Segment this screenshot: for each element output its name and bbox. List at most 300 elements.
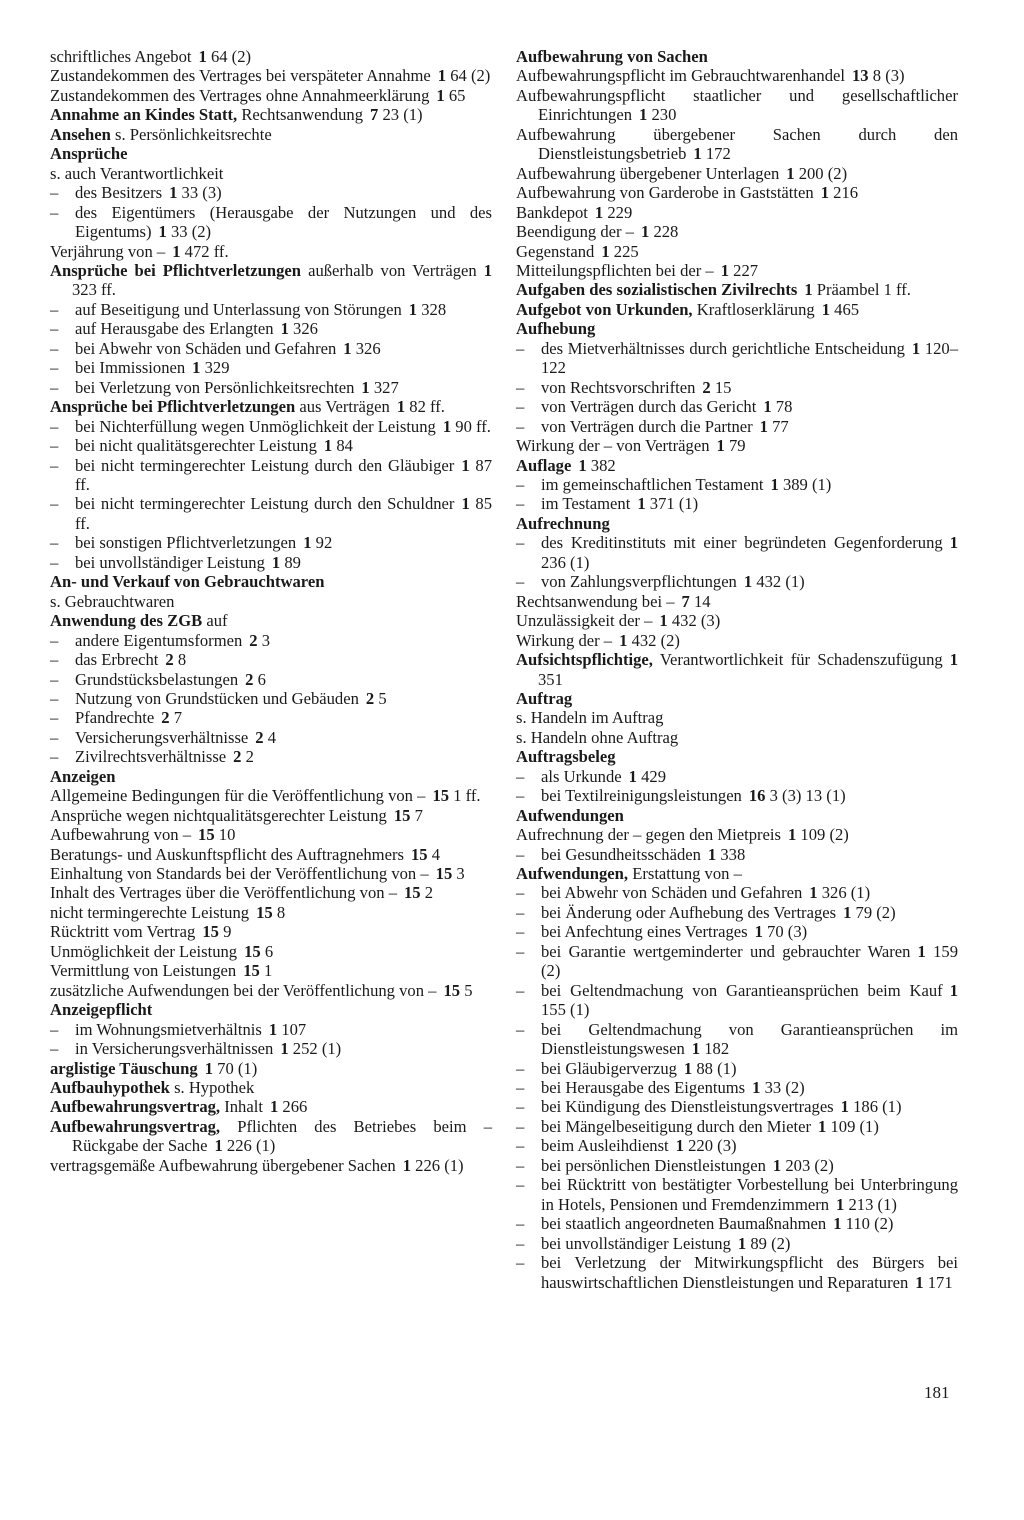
index-term: schriftliches Angebot bbox=[50, 47, 192, 66]
section-reference: 465 bbox=[834, 299, 860, 319]
index-term: bei Geltendmachung von Garantieansprüchen beim Kauf bbox=[541, 980, 943, 1000]
section-reference: 109 (1) bbox=[830, 1116, 879, 1136]
section-reference: 203 (2) bbox=[785, 1155, 834, 1175]
index-subentry bbox=[50, 650, 492, 669]
index-term: bei Gläubigerverzug bbox=[541, 1058, 677, 1078]
index-term: Wirkung der – von Verträgen bbox=[516, 436, 710, 456]
index-term: bei Gesundheitsschäden bbox=[541, 844, 701, 864]
law-reference: 15 bbox=[202, 922, 219, 942]
law-reference: 1 bbox=[640, 222, 650, 242]
law-reference: 1 bbox=[707, 844, 717, 864]
index-term: Einhaltung von Standards bei der Veröffentlichung von – bbox=[50, 864, 429, 884]
section-reference: 109 (2) bbox=[800, 825, 849, 845]
index-keyword: Aufsichtspflichtige, bbox=[516, 650, 653, 670]
index-heading-entry bbox=[516, 319, 958, 338]
index-column-right bbox=[516, 47, 958, 1292]
law-reference: 1 bbox=[436, 85, 445, 105]
index-subentry bbox=[50, 1039, 492, 1058]
index-heading-entry bbox=[516, 300, 958, 319]
index-term: bei Verletzung von Persönlichkeitsrechten bbox=[75, 377, 355, 397]
law-reference: 15 bbox=[198, 825, 215, 845]
index-term: s. Hypothek bbox=[174, 1078, 255, 1098]
section-reference: 10 bbox=[218, 825, 236, 845]
index-subentry bbox=[50, 183, 492, 202]
index-subentry bbox=[516, 1136, 958, 1155]
index-term: Mitteilungspflichten bei der – bbox=[516, 260, 714, 280]
index-subentry bbox=[516, 1020, 958, 1059]
section-reference: 15 bbox=[714, 377, 732, 397]
section-reference: 64 (2) bbox=[450, 66, 491, 86]
section-reference: 228 bbox=[653, 222, 679, 242]
section-reference: 229 bbox=[607, 202, 633, 222]
index-keyword: Aufgaben des sozialistischen Zivilrechts bbox=[516, 280, 798, 300]
index-term: bei staatlich angeordneten Baumaßnahmen bbox=[541, 1214, 827, 1234]
law-reference: 1 bbox=[323, 436, 333, 456]
index-term: Nutzung von Grundstücken und Gebäuden bbox=[75, 688, 359, 708]
index-keyword: Aufrechnung bbox=[516, 513, 610, 533]
index-subentry bbox=[516, 1214, 958, 1233]
index-subentry bbox=[50, 319, 492, 338]
index-term: Aufbewahrung von – bbox=[50, 825, 192, 845]
law-reference: 1 bbox=[836, 1194, 845, 1214]
section-reference: 266 bbox=[282, 1097, 308, 1117]
section-reference: 89 bbox=[284, 552, 301, 572]
index-term: im Wohnungsmietverhältnis bbox=[75, 1019, 262, 1039]
index-entry bbox=[516, 436, 958, 455]
section-reference: 79 (2) bbox=[855, 902, 896, 922]
index-subentry bbox=[516, 1175, 958, 1214]
section-reference: 230 bbox=[651, 105, 677, 125]
index-term: bei nicht termingerechter Leistung durch den Schuldner bbox=[75, 494, 455, 514]
index-entry bbox=[50, 961, 492, 980]
section-reference: 326 bbox=[355, 338, 381, 358]
law-reference: 15 bbox=[393, 805, 411, 825]
section-reference: 172 bbox=[705, 144, 731, 164]
section-reference: 429 bbox=[641, 766, 666, 786]
index-term: auf Herausgabe des Erlangten bbox=[75, 319, 274, 339]
index-subentry bbox=[516, 767, 958, 786]
index-term: Verantwortlichkeit für Schadenszufügung bbox=[659, 650, 943, 670]
index-heading-entry bbox=[50, 397, 492, 416]
index-subentry bbox=[50, 378, 492, 397]
index-entry bbox=[50, 825, 492, 844]
index-subentry bbox=[50, 747, 492, 766]
index-term: als Urkunde bbox=[541, 766, 622, 786]
index-heading-entry bbox=[516, 47, 958, 66]
section-reference: 226 (1) bbox=[226, 1136, 276, 1156]
index-term: im gemeinschaftlichen Testament bbox=[541, 474, 764, 494]
index-entry bbox=[50, 242, 492, 261]
index-term: bei Änderung oder Aufhebung des Vertrages bbox=[541, 902, 837, 922]
index-term: s. auch Verantwortlichkeit bbox=[50, 163, 224, 183]
index-term: beim Ausleihdienst bbox=[541, 1136, 669, 1156]
law-reference: 1 bbox=[737, 1233, 747, 1253]
section-reference: 226 (1) bbox=[415, 1155, 464, 1175]
index-entry bbox=[516, 631, 958, 650]
index-term: Zustandekommen des Vertrages ohne Annahmeerklärung bbox=[50, 85, 430, 105]
section-reference: 338 bbox=[720, 844, 746, 864]
law-reference: 1 bbox=[578, 455, 587, 475]
law-reference: 1 bbox=[158, 222, 167, 242]
law-reference: 1 bbox=[408, 299, 418, 319]
index-term: Vermittlung von Leistungen bbox=[50, 961, 237, 981]
index-entry bbox=[50, 86, 492, 105]
index-subentry bbox=[516, 397, 958, 416]
section-reference: 84 bbox=[336, 436, 353, 456]
section-reference: 6 bbox=[264, 941, 274, 961]
section-reference: 182 bbox=[704, 1039, 730, 1059]
index-entry bbox=[516, 825, 958, 844]
section-reference: Präambel 1 ff. bbox=[816, 280, 911, 300]
section-reference: 78 bbox=[775, 397, 793, 417]
law-reference: 1 bbox=[639, 105, 648, 125]
law-reference: 1 bbox=[833, 1214, 842, 1234]
law-reference: 1 bbox=[396, 397, 406, 417]
section-reference: 432 (3) bbox=[671, 611, 721, 631]
law-reference: 1 bbox=[693, 144, 702, 164]
section-reference: 351 bbox=[538, 669, 563, 689]
law-reference: 1 bbox=[402, 1155, 412, 1175]
index-term: bei persönlichen Dienstleistungen bbox=[541, 1155, 766, 1175]
law-reference: 1 bbox=[204, 1058, 213, 1078]
section-reference: 472 ff. bbox=[184, 241, 229, 261]
index-heading-entry bbox=[50, 1117, 492, 1156]
index-keyword: Anzeigepflicht bbox=[50, 1000, 153, 1020]
law-reference: 13 bbox=[852, 66, 869, 86]
index-column-left bbox=[50, 47, 492, 1175]
index-entry bbox=[50, 786, 492, 805]
index-heading-entry bbox=[516, 747, 958, 766]
section-reference: 328 bbox=[421, 299, 447, 319]
law-reference: 1 bbox=[361, 377, 370, 397]
index-keyword: Aufhebung bbox=[516, 319, 596, 339]
section-reference: 82 ff. bbox=[409, 397, 445, 417]
law-reference: 1 bbox=[759, 416, 768, 436]
index-heading-entry bbox=[50, 1059, 492, 1078]
index-entry bbox=[50, 903, 492, 922]
law-reference: 1 bbox=[818, 1116, 827, 1136]
index-subentry bbox=[50, 456, 492, 495]
index-heading-entry bbox=[516, 456, 958, 475]
section-reference: 14 bbox=[693, 591, 711, 611]
index-keyword: Aufbewahrungsvertrag, bbox=[50, 1116, 221, 1136]
law-reference: 1 bbox=[787, 825, 797, 845]
index-term: des Eigentümers (Herausgabe der Nutzungen und des Eigentums) bbox=[75, 202, 492, 242]
index-term: Unzulässigkeit der – bbox=[516, 611, 653, 631]
law-reference: 2 bbox=[161, 708, 170, 728]
index-term: Zivilrechtsverhältnisse bbox=[75, 747, 227, 767]
law-reference: 1 bbox=[628, 766, 637, 786]
index-entry bbox=[516, 86, 958, 125]
index-term: bei Mängelbeseitigung durch den Mieter bbox=[541, 1116, 812, 1136]
law-reference: 7 bbox=[370, 105, 379, 125]
index-keyword: An- und Verkauf von Gebrauchtwaren bbox=[50, 572, 325, 592]
section-reference: 110 (2) bbox=[845, 1214, 894, 1234]
law-reference: 1 bbox=[269, 1097, 279, 1117]
section-reference: 171 bbox=[927, 1272, 953, 1292]
section-reference: 8 bbox=[177, 650, 187, 670]
index-term: Aufbewahrung übergebener Unterlagen bbox=[516, 163, 780, 183]
index-keyword: Auftragsbeleg bbox=[516, 747, 616, 767]
section-reference: 159 (2) bbox=[541, 941, 958, 981]
law-reference: 1 bbox=[169, 183, 178, 203]
index-term: bei Abwehr von Schäden und Gefahren bbox=[75, 338, 337, 358]
law-reference: 1 bbox=[716, 436, 725, 456]
law-reference: 1 bbox=[949, 650, 958, 670]
index-subentry bbox=[50, 436, 492, 455]
section-reference: 33 (3) bbox=[181, 183, 222, 203]
section-reference: 1 bbox=[263, 961, 273, 981]
law-reference: 1 bbox=[754, 922, 763, 942]
law-reference: 1 bbox=[786, 163, 795, 183]
index-subentry bbox=[50, 689, 492, 708]
index-heading-entry bbox=[516, 514, 958, 533]
section-reference: 85 ff. bbox=[75, 494, 493, 533]
index-subentry bbox=[50, 1020, 492, 1039]
law-reference: 1 bbox=[915, 1272, 924, 1292]
section-reference: 1 ff. bbox=[453, 786, 481, 806]
law-reference: 1 bbox=[637, 494, 646, 514]
index-subentry bbox=[50, 203, 492, 242]
index-subentry bbox=[516, 883, 958, 902]
index-term: bei Garantie wertgeminderter und gebrauchter Waren bbox=[541, 941, 911, 961]
index-term: von Zahlungsverpflichtungen bbox=[541, 572, 737, 592]
index-entry bbox=[50, 1156, 492, 1175]
law-reference: 1 bbox=[343, 338, 352, 358]
index-heading-entry bbox=[516, 864, 958, 883]
index-subentry bbox=[50, 339, 492, 358]
index-entry bbox=[50, 592, 492, 611]
law-reference: 1 bbox=[192, 358, 201, 378]
index-term: andere Eigentumsformen bbox=[75, 630, 243, 650]
law-reference: 1 bbox=[840, 1097, 849, 1117]
index-entry bbox=[50, 922, 492, 941]
index-subentry bbox=[50, 533, 492, 552]
index-heading-entry bbox=[516, 806, 958, 825]
law-reference: 1 bbox=[772, 1155, 782, 1175]
index-term: Aufbewahrung übergebener Sachen durch den Dienstleistungsbetrieb bbox=[516, 124, 958, 164]
index-subentry bbox=[516, 1097, 958, 1116]
law-reference: 1 bbox=[763, 397, 772, 417]
law-reference: 1 bbox=[821, 299, 830, 319]
section-reference: 2 bbox=[424, 883, 434, 903]
index-term: Ansprüche wegen nichtqualitätsgerechter Leistung bbox=[50, 805, 387, 825]
index-term: Bankdepot bbox=[516, 202, 588, 222]
law-reference: 1 bbox=[280, 319, 289, 339]
law-reference: 15 bbox=[410, 844, 428, 864]
law-reference: 1 bbox=[214, 1136, 223, 1156]
section-reference: 4 bbox=[431, 844, 440, 864]
law-reference: 2 bbox=[245, 669, 254, 689]
index-term: Aufbewahrung von Garderobe in Gaststätten bbox=[516, 183, 814, 203]
index-subentry bbox=[516, 494, 958, 513]
index-term: das Erbrecht bbox=[75, 650, 159, 670]
index-term: aus Verträgen bbox=[299, 397, 390, 417]
index-entry bbox=[50, 164, 492, 183]
section-reference: 4 bbox=[267, 727, 277, 747]
section-reference: 7 bbox=[414, 805, 423, 825]
section-reference: 389 (1) bbox=[782, 474, 832, 494]
index-heading-entry bbox=[516, 650, 958, 689]
index-entry bbox=[50, 981, 492, 1000]
section-reference: 382 bbox=[590, 455, 616, 475]
index-term: im Testament bbox=[541, 494, 631, 514]
law-reference: 1 bbox=[442, 416, 452, 436]
law-reference: 1 bbox=[949, 980, 958, 1000]
index-entry bbox=[516, 261, 958, 280]
section-reference: 8 (3) bbox=[872, 66, 905, 86]
law-reference: 15 bbox=[443, 980, 461, 1000]
law-reference: 1 bbox=[683, 1058, 693, 1078]
section-reference: 79 bbox=[728, 436, 746, 456]
index-subentry bbox=[516, 475, 958, 494]
index-term: Aufbewahrungspflicht im Gebrauchtwarenhandel bbox=[516, 66, 845, 86]
law-reference: 1 bbox=[271, 552, 281, 572]
law-reference: 1 bbox=[594, 202, 604, 222]
index-term: Rücktritt vom Vertrag bbox=[50, 922, 196, 942]
index-entry bbox=[516, 183, 958, 202]
index-subentry bbox=[516, 572, 958, 591]
index-keyword: Aufwendungen, bbox=[516, 864, 629, 884]
section-reference: 33 (2) bbox=[170, 222, 212, 242]
section-reference: 326 (1) bbox=[821, 883, 871, 903]
section-reference: 5 bbox=[464, 980, 473, 1000]
index-keyword: Anwendung des ZGB bbox=[50, 611, 203, 631]
law-reference: 1 bbox=[770, 474, 779, 494]
index-subentry bbox=[516, 903, 958, 922]
index-subentry bbox=[516, 339, 958, 378]
law-reference: 1 bbox=[804, 280, 813, 300]
index-term: außerhalb von Verträgen bbox=[308, 260, 477, 280]
law-reference: 1 bbox=[601, 241, 610, 261]
law-reference: 1 bbox=[917, 941, 926, 961]
index-subentry bbox=[50, 494, 492, 533]
law-reference: 1 bbox=[820, 183, 829, 203]
index-subentry bbox=[516, 786, 958, 805]
index-term: bei Verletzung der Mitwirkungspflicht des Bürgers bei hauswirtschaftlichen Dienstleistungen und Reparaturen bbox=[541, 1253, 958, 1292]
section-reference: 3 bbox=[456, 864, 465, 884]
section-reference: 64 (2) bbox=[210, 47, 252, 66]
section-reference: 326 bbox=[293, 319, 318, 339]
law-reference: 15 bbox=[435, 864, 453, 884]
law-reference: 1 bbox=[843, 902, 852, 922]
index-subentry bbox=[516, 1117, 958, 1136]
section-reference: 236 (1) bbox=[541, 552, 590, 572]
index-entry bbox=[516, 708, 958, 727]
index-entry bbox=[516, 164, 958, 183]
section-reference: 200 (2) bbox=[798, 163, 848, 183]
index-heading-entry bbox=[516, 689, 958, 708]
index-term: von Rechtsvorschriften bbox=[541, 377, 696, 397]
index-entry bbox=[516, 203, 958, 222]
index-term: von Verträgen durch die Partner bbox=[541, 416, 753, 436]
law-reference: 2 bbox=[233, 747, 242, 767]
section-reference: 252 (1) bbox=[292, 1039, 342, 1059]
index-keyword: Aufwendungen bbox=[516, 805, 624, 825]
index-entry bbox=[516, 611, 958, 630]
law-reference: 1 bbox=[461, 494, 470, 514]
index-term: bei sonstigen Pflichtverletzungen bbox=[75, 533, 297, 553]
page-number: 181 bbox=[924, 1383, 950, 1402]
index-term: auf Beseitigung und Unterlassung von Störungen bbox=[75, 299, 402, 319]
index-subentry bbox=[516, 1234, 958, 1253]
index-subentry bbox=[516, 845, 958, 864]
index-term: von Verträgen durch das Gericht bbox=[541, 397, 757, 417]
index-heading-entry bbox=[50, 572, 492, 591]
index-subentry bbox=[50, 631, 492, 650]
index-term: Rechtsanwendung bbox=[241, 105, 364, 125]
index-term: Inhalt des Vertrages über die Veröffentlichung von – bbox=[50, 883, 397, 903]
index-entry bbox=[50, 66, 492, 85]
law-reference: 1 bbox=[659, 611, 668, 631]
index-keyword: Ansehen bbox=[50, 124, 111, 144]
index-entry bbox=[50, 845, 492, 864]
law-reference: 1 bbox=[303, 533, 312, 553]
section-reference: 8 bbox=[276, 902, 286, 922]
law-reference: 15 bbox=[404, 883, 421, 903]
index-entry bbox=[50, 942, 492, 961]
section-reference: 155 (1) bbox=[541, 1000, 590, 1020]
section-reference: 6 bbox=[257, 669, 266, 689]
law-reference: 1 bbox=[675, 1136, 684, 1156]
law-reference: 15 bbox=[256, 902, 273, 922]
law-reference: 1 bbox=[911, 338, 921, 358]
index-subentry bbox=[50, 417, 492, 436]
law-reference: 1 bbox=[437, 66, 447, 86]
section-reference: 225 bbox=[613, 241, 639, 261]
index-term: des Mietverhältnisses durch gerichtliche Entscheidung bbox=[541, 338, 905, 358]
section-reference: 323 ff. bbox=[72, 280, 116, 300]
section-reference: 220 (3) bbox=[688, 1136, 737, 1156]
section-reference: 186 (1) bbox=[853, 1097, 902, 1117]
index-entry bbox=[50, 806, 492, 825]
index-keyword: Ansprüche bei Pflichtverletzungen bbox=[50, 397, 296, 417]
index-entry bbox=[516, 222, 958, 241]
section-reference: 87 ff. bbox=[75, 455, 492, 494]
index-term: s. Persönlichkeitsrechte bbox=[115, 124, 272, 144]
section-reference: 3 bbox=[261, 630, 271, 650]
index-heading-entry bbox=[50, 767, 492, 786]
law-reference: 1 bbox=[809, 883, 818, 903]
section-reference: 23 (1) bbox=[382, 105, 423, 125]
index-term: bei Geltendmachung von Garantieansprüchen im Dienstleistungswesen bbox=[541, 1019, 958, 1059]
index-heading-entry bbox=[50, 125, 492, 144]
index-entry bbox=[516, 66, 958, 85]
index-keyword: arglistige Täuschung bbox=[50, 1058, 198, 1078]
index-entry bbox=[516, 728, 958, 747]
index-term: Gegenstand bbox=[516, 241, 595, 261]
section-reference: 70 (3) bbox=[767, 922, 808, 942]
law-reference: 1 bbox=[172, 241, 181, 261]
index-heading-entry bbox=[50, 261, 492, 300]
index-keyword: Aufbauhypothek bbox=[50, 1078, 170, 1098]
law-reference: 2 bbox=[365, 688, 375, 708]
index-term: bei Rücktritt von bestätigter Vorbestellung bei Unterbringung in Hotels, Pensionen und Fremdenzimmern bbox=[541, 1175, 958, 1214]
index-subentry bbox=[516, 942, 958, 981]
index-term: bei Immissionen bbox=[75, 358, 186, 378]
index-subentry bbox=[516, 1156, 958, 1175]
index-entry bbox=[516, 592, 958, 611]
section-reference: 120–122 bbox=[541, 338, 958, 378]
index-term: Unmöglichkeit der Leistung bbox=[50, 941, 238, 961]
index-subentry bbox=[516, 417, 958, 436]
law-reference: 2 bbox=[255, 727, 264, 747]
index-subentry bbox=[516, 981, 958, 1020]
section-reference: 70 (1) bbox=[217, 1058, 258, 1078]
index-term: bei Kündigung des Dienstleistungsvertrages bbox=[541, 1097, 834, 1117]
index-term: Pfandrechte bbox=[75, 708, 155, 728]
section-reference: 88 (1) bbox=[696, 1058, 737, 1078]
